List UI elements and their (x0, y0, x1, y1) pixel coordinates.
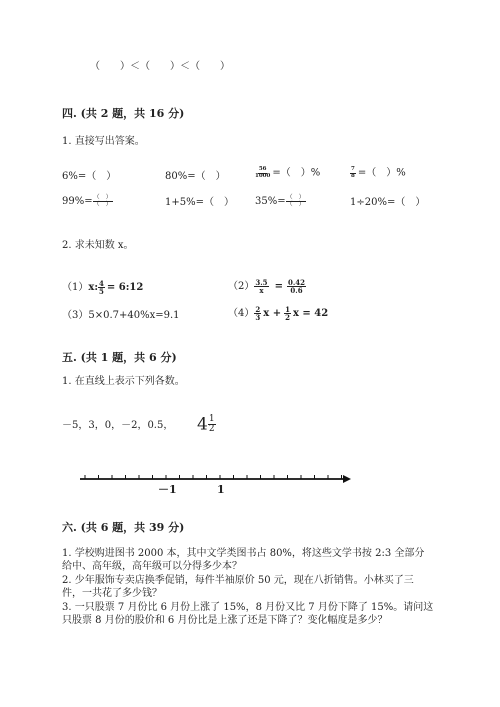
fraction-numerator: 56 (258, 166, 267, 172)
blank-numerator: （ ） (93, 194, 112, 201)
answer-tail: =（ ）% (357, 167, 406, 179)
fraction-denominator: 8 (351, 172, 355, 179)
equation-text: x + (263, 308, 282, 319)
answer-80-percent: 80%=（ ） (165, 171, 226, 182)
equation-text: = (274, 281, 283, 292)
fraction-numerator: 7 (351, 166, 355, 172)
blank-numerator: （ ） (286, 194, 305, 201)
fraction-numerator: 3.5 (255, 278, 268, 287)
answer-head: 35%= (255, 196, 286, 207)
answer-1-div-20-percent: 1÷20%=（ ） (350, 197, 426, 208)
problem-line: 只股票 8 月份的股价和 6 月份比是上涨了还是下降了？变化幅度是多少？ (62, 615, 388, 626)
problem-line: 2. 少年服饰专卖店换季促销，每件半袖原价 50 元，现在八折销售。小林买了三 (62, 575, 414, 586)
q1-instruction-number-line: 1. 在直线上表示下列各数。 (62, 376, 185, 387)
equation-text: x = 42 (292, 308, 329, 319)
equation-3: （3）5×0.7+40%x=9.1 (62, 310, 180, 321)
fraction-denominator: 1000 (255, 172, 271, 179)
answer-6-percent: 6%=（ ） (62, 171, 117, 182)
section-5-heading: 五. (共 1 题，共 6 分) (62, 351, 177, 364)
fraction-denominator: 0.6 (290, 286, 303, 295)
problem-line: 3. 一只股票 7 月份比 6 月份上涨了 15%，8 月份又比 7 月份下降了 15%。请问这 (62, 602, 434, 613)
equation-text: x: (88, 282, 99, 293)
fraction-numerator: 2 (255, 305, 261, 314)
fraction-denominator: 3 (255, 313, 261, 322)
mixed-denominator: 2 (208, 424, 215, 434)
equation-label: （2） (228, 281, 255, 292)
equation-text: = 6:12 (106, 282, 144, 293)
problem-line: 1. 学校购进图书 2000 本，其中文学类图书占 80%，将这些文学书按 2:3 全部分 (62, 548, 425, 559)
fraction-denominator: 2 (285, 313, 290, 322)
arrow-head-icon (343, 475, 351, 483)
section-6-heading: 六. (共 6 题，共 39 分) (62, 521, 185, 534)
blank-denominator: （ ） (286, 201, 305, 208)
fraction-numerator: 4 (99, 279, 104, 288)
fraction-numerator: 1 (285, 305, 290, 314)
fraction-numerator: 0.42 (287, 278, 306, 287)
equation-label: （1） (62, 282, 89, 293)
tick-label-neg-1: －1 (158, 483, 177, 496)
problem-line: 件，一共花了多少钱？ (62, 588, 162, 599)
numbers-to-plot: －5，3，0，－2，0.5， (62, 420, 174, 431)
tick-label-1: 1 (217, 483, 225, 496)
answer-head: 99%= (62, 196, 93, 207)
problem-line: 给中、高年级，高年级可以分得多少本？ (62, 561, 242, 572)
equation-label: （4） (228, 308, 255, 319)
fraction-denominator: x (259, 286, 264, 295)
section-4-heading: 四. (共 2 题，共 16 分) (62, 107, 185, 120)
compare-blanks: （ ）＜（ ）＜（ ） (90, 61, 230, 72)
fraction-denominator: 5 (99, 287, 104, 296)
mixed-numerator: 1 (208, 414, 215, 424)
answer-tail: =（ ）% (272, 167, 321, 179)
blank-denominator: （ ） (93, 201, 112, 208)
mixed-whole: 4 (197, 414, 208, 435)
answer-1-plus-5-percent: 1+5%=（ ） (165, 197, 234, 208)
q2-instruction: 2. 求未知数 x。 (62, 240, 134, 251)
q1-instruction: 1. 直接写出答案。 (62, 136, 145, 147)
